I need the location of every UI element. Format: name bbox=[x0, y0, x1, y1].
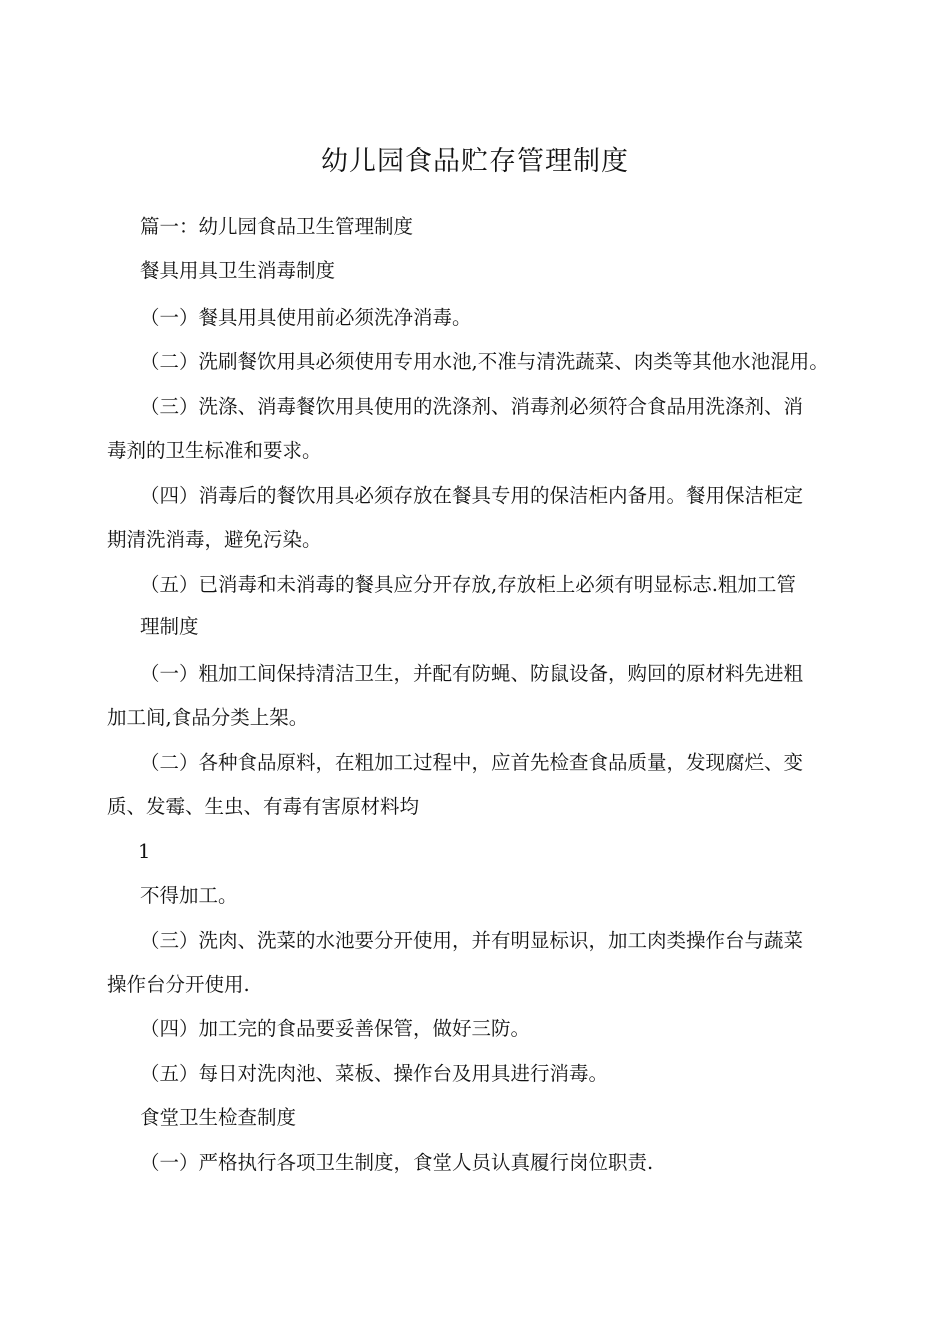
section-heading: 篇一：幼儿园食品卫生管理制度 bbox=[140, 215, 414, 238]
paragraph-line: 加工间,食品分类上架。 bbox=[107, 706, 309, 729]
paragraph-line: 期清洗消毒，避免污染。 bbox=[107, 528, 322, 551]
paragraph-line: （三）洗涤、消毒餐饮用具使用的洗涤剂、消毒剂必须符合食品用洗涤剂、消 bbox=[140, 395, 804, 418]
paragraph-line: （二）各种食品原料，在粗加工过程中，应首先检查食品质量，发现腐烂、变 bbox=[140, 751, 804, 774]
paragraph-line: 质、发霉、生虫、有毒有害原材料均 bbox=[107, 795, 420, 818]
paragraph-line: （一）粗加工间保持清洁卫生，并配有防蝇、防鼠设备，购回的原材料先进粗 bbox=[140, 662, 804, 685]
paragraph-line: 不得加工。 bbox=[140, 884, 238, 907]
page-number: 1 bbox=[138, 840, 151, 863]
subsection-heading: 餐具用具卫生消毒制度 bbox=[140, 259, 336, 282]
paragraph-line: （四）消毒后的餐饮用具必须存放在餐具专用的保洁柜内备用。餐用保洁柜定 bbox=[140, 484, 804, 507]
paragraph-line: 操作台分开使用. bbox=[107, 973, 250, 996]
paragraph-line: 理制度 bbox=[140, 615, 199, 638]
subsection-heading: 食堂卫生检查制度 bbox=[140, 1106, 297, 1129]
paragraph-line: （五）每日对洗肉池、菜板、操作台及用具进行消毒。 bbox=[140, 1062, 609, 1085]
paragraph-line: （五）已消毒和未消毒的餐具应分开存放,存放柜上必须有明显标志.粗加工管 bbox=[140, 573, 796, 596]
paragraph-line: （一）严格执行各项卫生制度，食堂人员认真履行岗位职责. bbox=[140, 1151, 654, 1174]
paragraph-line: （四）加工完的食品要妥善保管，做好三防。 bbox=[140, 1017, 531, 1040]
paragraph-line: （一）餐具用具使用前必须洗净消毒。 bbox=[140, 306, 472, 329]
paragraph-line: （二）洗刷餐饮用具必须使用专用水池,不准与清洗蔬菜、肉类等其他水池混用。 bbox=[140, 350, 829, 373]
paragraph-line: 毒剂的卫生标准和要求。 bbox=[107, 439, 322, 462]
paragraph-line: （三）洗肉、洗菜的水池要分开使用，并有明显标识，加工肉类操作台与蔬菜 bbox=[140, 929, 804, 952]
document-title: 幼儿园食品贮存管理制度 bbox=[321, 146, 629, 177]
